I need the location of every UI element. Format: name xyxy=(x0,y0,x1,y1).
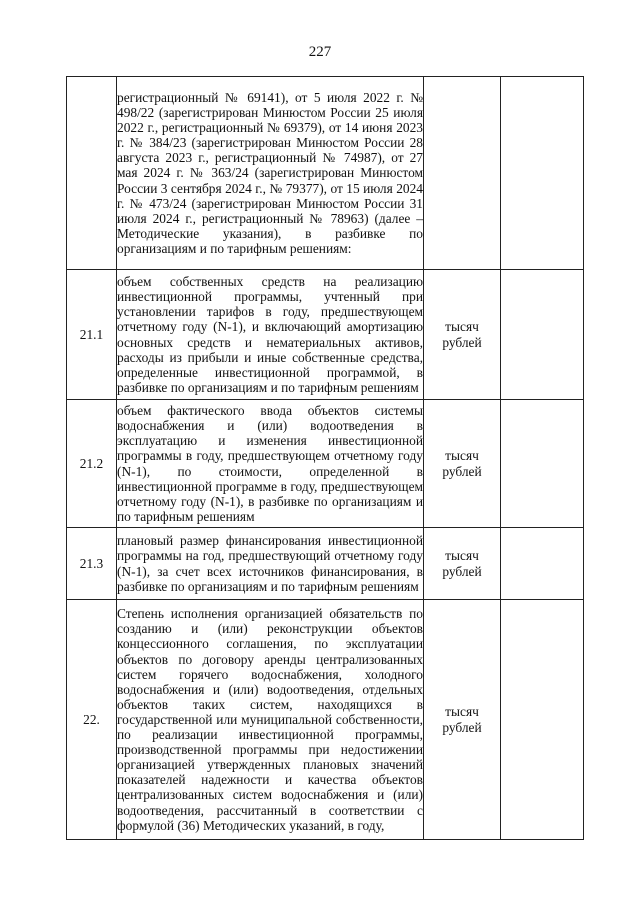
row-description: регистрационный № 69141), от 5 июля 2022 г. № 498/22 (зарегистрирован Минюстом России 25 июля 2022 г., регистрационный № 69379), от 14 июня 2023 г. № 384/23 (зарегистрирован Минюстом России 28 августа 2023 г., регистрационный № 74987), от 27 мая 2024 г. № 363/24 (зарегистрирован Минюстом России 3 сентября 2024 г., № 79377), от 15 июля 2024 г. № 473/24 (зарегистрирован Минюстом России 31 июля 2024 г., регистрационный № 78963) (далее – Методические указания), в разбивке по организациям и по тарифным решениям: xyxy=(117,77,424,270)
row-unit-label: тысяч рублей xyxy=(442,548,482,579)
row-value-cell xyxy=(501,400,584,528)
row-unit xyxy=(424,528,501,600)
row-number: 21.3 xyxy=(67,528,117,600)
indicators-table xyxy=(66,76,584,840)
page-number: 227 xyxy=(308,44,332,60)
row-number xyxy=(67,77,117,270)
row-number: 21.1 xyxy=(67,270,117,400)
table-row xyxy=(67,77,584,270)
table-row xyxy=(67,528,584,600)
row-value-cell xyxy=(501,528,584,600)
row-description: объем собственных средств на реализацию инвестиционной программы, учтенный при установлении тарифов в году, предшествующем отчетному году (N-1), и включающий амортизацию основных средств и нематериальных активов, расходы из прибыли и иные собственные средства, определенные инвестиционной программой, в разбивке по организациям и по тарифным решениям xyxy=(117,270,424,400)
row-value-cell xyxy=(501,77,584,270)
table-row xyxy=(67,400,584,528)
table-row xyxy=(67,270,584,400)
row-description: Степень исполнения организацией обязательств по созданию и (или) реконструкции объектов концессионного соглашения, по эксплуатации объектов по договору аренды централизованных систем горячего водоснабжения, холодного водоснабжения и (или) водоотведения, отдельных объектов таких систем, находящихся в государственной или муниципальной собственности, по реализации инвестиционной программы, производственной программы при недостижении организацией утвержденных плановых значений показателей надежности и качества объектов централизованных систем водоснабжения и (или) водоотведения, рассчитанный в соответствии с формулой (36) Методических указаний, в году, xyxy=(117,600,424,840)
row-unit-label: тысяч рублей xyxy=(442,448,482,479)
row-unit-label: тысяч рублей xyxy=(442,319,482,350)
row-value-cell xyxy=(501,600,584,840)
row-number: 22. xyxy=(67,600,117,840)
row-description: плановый размер финансирования инвестиционной программы на год, предшествующий отчетному году (N-1), за счет всех источников финансирования, в разбивке по организациям и по тарифным решениям xyxy=(117,528,424,600)
table-row xyxy=(67,600,584,840)
row-unit-label: тысяч рублей xyxy=(442,704,482,735)
row-unit xyxy=(424,77,501,270)
row-unit xyxy=(424,270,501,400)
row-unit xyxy=(424,600,501,840)
row-value-cell xyxy=(501,270,584,400)
row-number: 21.2 xyxy=(67,400,117,528)
row-description: объем фактического ввода объектов системы водоснабжения и (или) водоотведения в эксплуатацию и изменения инвестиционной программы в году, предшествующем отчетному году (N-1), по стоимости, определенной в инвестиционной программе в году, предшествующем отчетному году (N-1), в разбивке по организациям и по тарифным решениям xyxy=(117,400,424,528)
row-unit xyxy=(424,400,501,528)
